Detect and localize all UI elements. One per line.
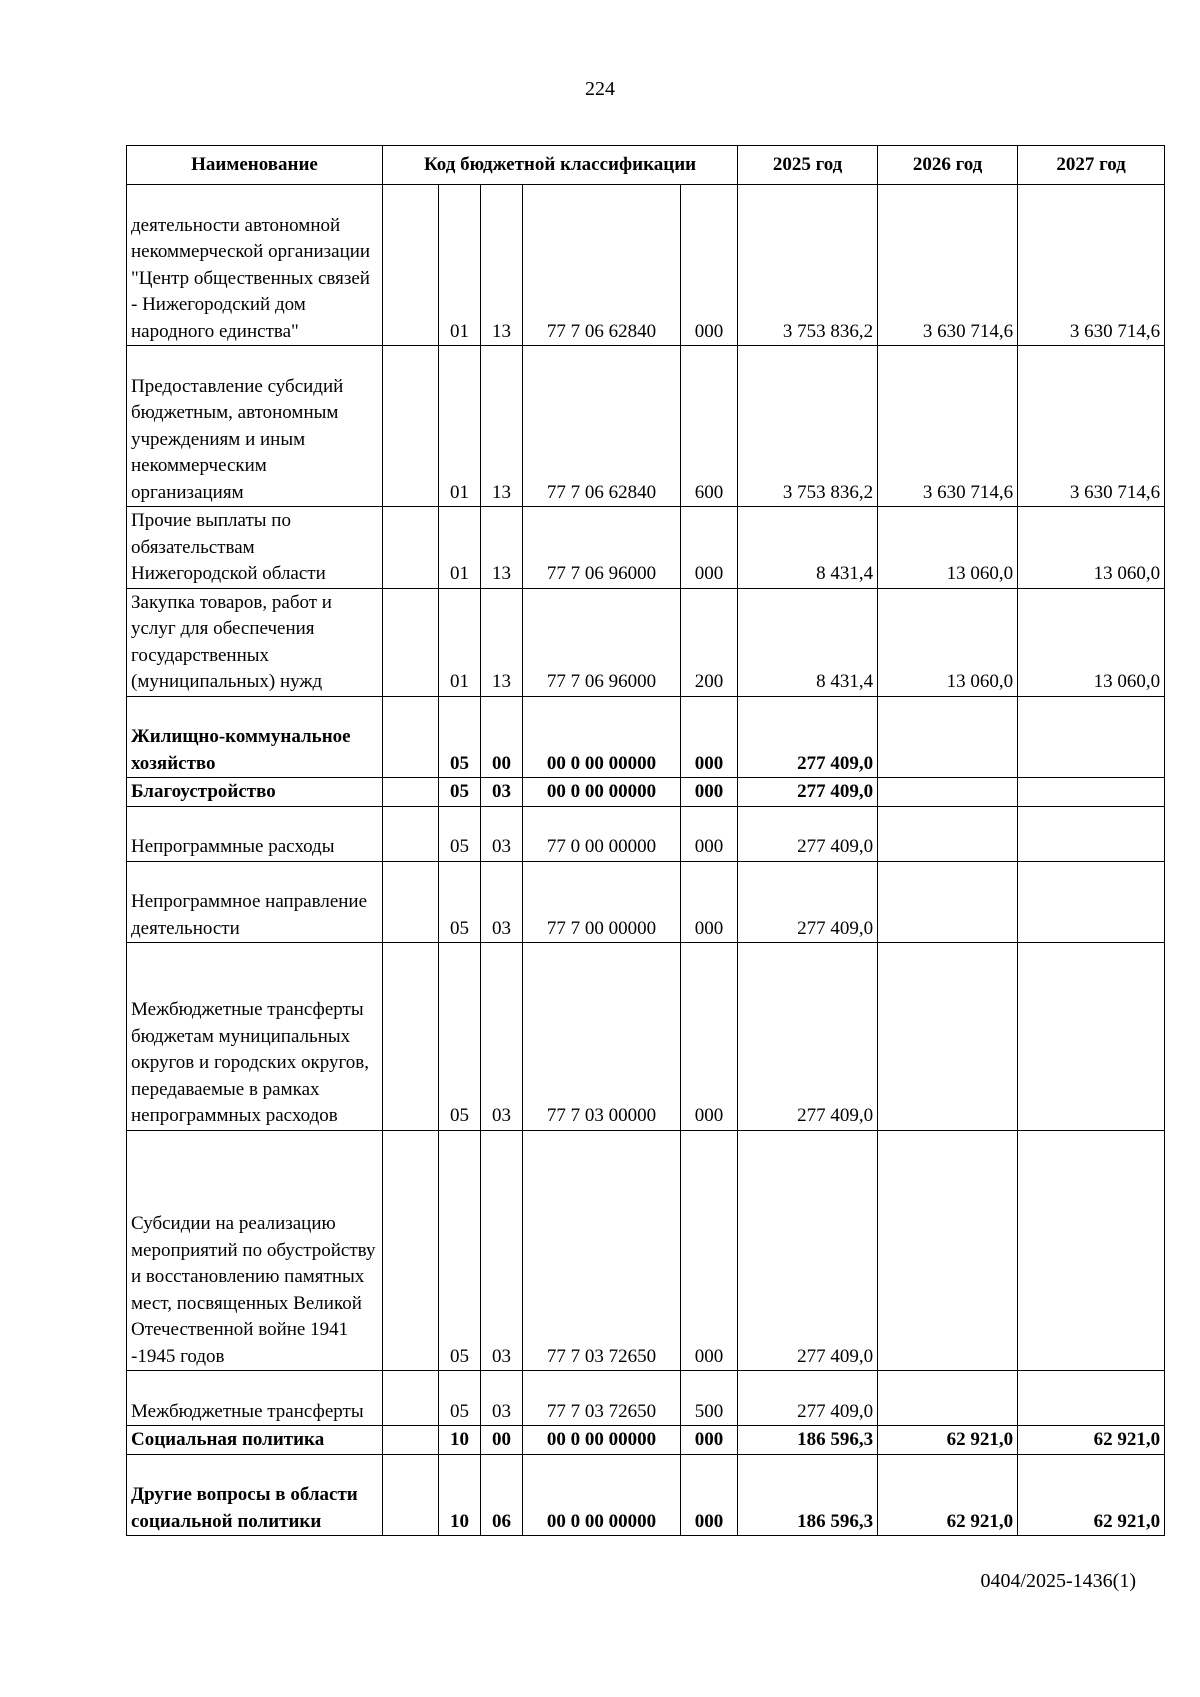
row-value-2025: 277 409,0 — [738, 1130, 878, 1371]
row-subsection-code: 00 — [481, 696, 523, 778]
row-name: Социальная политика — [127, 1426, 383, 1455]
row-subsection-code: 13 — [481, 588, 523, 696]
row-value-2026: 62 921,0 — [878, 1454, 1018, 1536]
row-value-2025: 3 753 836,2 — [738, 346, 878, 507]
row-value-2026 — [878, 861, 1018, 943]
row-name: Прочие выплаты по обязательствам Нижегородской области — [127, 507, 383, 589]
header-2027: 2027 год — [1018, 146, 1165, 185]
table-row — [127, 1454, 1165, 1536]
table-row — [127, 806, 1165, 861]
row-subsection-code: 13 — [481, 346, 523, 507]
row-value-2026: 13 060,0 — [878, 588, 1018, 696]
header-name: Наименование — [127, 146, 383, 185]
row-subsection-code: 03 — [481, 1130, 523, 1371]
row-target-code: 00 0 00 00000 — [523, 1426, 681, 1455]
row-target-code: 00 0 00 00000 — [523, 778, 681, 807]
row-empty-cell — [383, 1426, 439, 1455]
row-target-code: 77 7 06 62840 — [523, 346, 681, 507]
row-subsection-code: 03 — [481, 778, 523, 807]
row-section-code: 01 — [439, 185, 481, 346]
row-section-code: 05 — [439, 943, 481, 1131]
row-value-2026 — [878, 1371, 1018, 1426]
row-value-2025: 186 596,3 — [738, 1454, 878, 1536]
table-body — [127, 185, 1165, 1536]
row-target-code: 77 0 00 00000 — [523, 806, 681, 861]
table-row — [127, 778, 1165, 807]
row-section-code: 05 — [439, 778, 481, 807]
page-number: 224 — [585, 78, 615, 100]
row-target-code: 77 7 03 00000 — [523, 943, 681, 1131]
row-name: Непрограммное направление деятельности — [127, 861, 383, 943]
row-empty-cell — [383, 861, 439, 943]
table-row — [127, 696, 1165, 778]
row-expense-type-code: 000 — [681, 696, 738, 778]
row-name: Межбюджетные трансферты — [127, 1371, 383, 1426]
row-value-2025: 8 431,4 — [738, 507, 878, 589]
row-value-2027 — [1018, 778, 1165, 807]
row-empty-cell — [383, 1130, 439, 1371]
document-code: 0404/2025-1436(1) — [980, 1570, 1136, 1592]
row-value-2026: 3 630 714,6 — [878, 185, 1018, 346]
row-subsection-code: 03 — [481, 1371, 523, 1426]
row-empty-cell — [383, 1454, 439, 1536]
row-value-2027 — [1018, 696, 1165, 778]
row-value-2027 — [1018, 1371, 1165, 1426]
row-value-2027: 13 060,0 — [1018, 507, 1165, 589]
row-name: Межбюджетные трансферты бюджетам муниципальных округов и городских округов, передаваемые в рамках непрограммных расходов — [127, 943, 383, 1131]
header-2026: 2026 год — [878, 146, 1018, 185]
row-value-2027: 3 630 714,6 — [1018, 346, 1165, 507]
row-section-code: 01 — [439, 346, 481, 507]
row-expense-type-code: 600 — [681, 346, 738, 507]
row-empty-cell — [383, 1371, 439, 1426]
row-value-2027: 3 630 714,6 — [1018, 185, 1165, 346]
row-target-code: 77 7 06 96000 — [523, 588, 681, 696]
table-row — [127, 1426, 1165, 1455]
row-name: Непрограммные расходы — [127, 806, 383, 861]
row-value-2027 — [1018, 943, 1165, 1131]
row-empty-cell — [383, 588, 439, 696]
table-row — [127, 588, 1165, 696]
row-value-2025: 8 431,4 — [738, 588, 878, 696]
row-subsection-code: 03 — [481, 943, 523, 1131]
row-name: Жилищно-коммунальное хозяйство — [127, 696, 383, 778]
row-value-2027 — [1018, 806, 1165, 861]
row-value-2026: 3 630 714,6 — [878, 346, 1018, 507]
row-expense-type-code: 000 — [681, 1130, 738, 1371]
row-section-code: 05 — [439, 696, 481, 778]
row-target-code: 77 7 03 72650 — [523, 1130, 681, 1371]
row-name: Субсидии на реализацию мероприятий по обустройству и восстановлению памятных мест, посвященных Великой Отечественной войне 1941 -1945 годов — [127, 1130, 383, 1371]
row-value-2027: 62 921,0 — [1018, 1426, 1165, 1455]
row-name: деятельности автономной некоммерческой организации "Центр общественных связей - Нижегородский дом народного единства" — [127, 185, 383, 346]
row-expense-type-code: 200 — [681, 588, 738, 696]
row-target-code: 00 0 00 00000 — [523, 696, 681, 778]
row-section-code: 05 — [439, 806, 481, 861]
row-section-code: 10 — [439, 1454, 481, 1536]
row-value-2026 — [878, 696, 1018, 778]
header-code: Код бюджетной классификации — [383, 146, 738, 185]
row-value-2027 — [1018, 861, 1165, 943]
row-value-2025: 3 753 836,2 — [738, 185, 878, 346]
row-value-2026: 62 921,0 — [878, 1426, 1018, 1455]
row-subsection-code: 13 — [481, 507, 523, 589]
row-subsection-code: 03 — [481, 806, 523, 861]
table-row — [127, 1130, 1165, 1371]
row-expense-type-code: 500 — [681, 1371, 738, 1426]
row-expense-type-code: 000 — [681, 185, 738, 346]
row-expense-type-code: 000 — [681, 861, 738, 943]
table-row — [127, 346, 1165, 507]
row-target-code: 77 7 06 62840 — [523, 185, 681, 346]
row-value-2025: 277 409,0 — [738, 1371, 878, 1426]
table-row — [127, 861, 1165, 943]
table-row — [127, 507, 1165, 589]
row-section-code: 10 — [439, 1426, 481, 1455]
table-row — [127, 185, 1165, 346]
row-expense-type-code: 000 — [681, 778, 738, 807]
row-empty-cell — [383, 778, 439, 807]
table-row — [127, 1371, 1165, 1426]
row-empty-cell — [383, 943, 439, 1131]
row-value-2026: 13 060,0 — [878, 507, 1018, 589]
row-name: Благоустройство — [127, 778, 383, 807]
row-section-code: 05 — [439, 861, 481, 943]
row-expense-type-code: 000 — [681, 1426, 738, 1455]
row-section-code: 01 — [439, 588, 481, 696]
row-subsection-code: 00 — [481, 1426, 523, 1455]
row-value-2025: 186 596,3 — [738, 1426, 878, 1455]
table-header-row — [127, 146, 1165, 185]
row-name: Закупка товаров, работ и услуг для обеспечения государственных (муниципальных) нужд — [127, 588, 383, 696]
row-target-code: 77 7 00 00000 — [523, 861, 681, 943]
row-empty-cell — [383, 185, 439, 346]
row-target-code: 77 7 03 72650 — [523, 1371, 681, 1426]
row-target-code: 00 0 00 00000 — [523, 1454, 681, 1536]
row-section-code: 01 — [439, 507, 481, 589]
row-value-2025: 277 409,0 — [738, 861, 878, 943]
row-value-2025: 277 409,0 — [738, 696, 878, 778]
row-empty-cell — [383, 507, 439, 589]
row-value-2026 — [878, 778, 1018, 807]
header-2025: 2025 год — [738, 146, 878, 185]
row-subsection-code: 03 — [481, 861, 523, 943]
row-value-2027 — [1018, 1130, 1165, 1371]
row-value-2025: 277 409,0 — [738, 943, 878, 1131]
row-expense-type-code: 000 — [681, 1454, 738, 1536]
row-expense-type-code: 000 — [681, 507, 738, 589]
row-value-2026 — [878, 1130, 1018, 1371]
row-subsection-code: 13 — [481, 185, 523, 346]
row-value-2027: 13 060,0 — [1018, 588, 1165, 696]
row-value-2027: 62 921,0 — [1018, 1454, 1165, 1536]
row-expense-type-code: 000 — [681, 943, 738, 1131]
row-value-2025: 277 409,0 — [738, 778, 878, 807]
row-name: Предоставление субсидий бюджетным, автономным учреждениям и иным некоммерческим организациям — [127, 346, 383, 507]
row-value-2025: 277 409,0 — [738, 806, 878, 861]
row-empty-cell — [383, 806, 439, 861]
row-section-code: 05 — [439, 1371, 481, 1426]
row-value-2026 — [878, 943, 1018, 1131]
row-empty-cell — [383, 346, 439, 507]
table-row — [127, 943, 1165, 1131]
row-subsection-code: 06 — [481, 1454, 523, 1536]
row-target-code: 77 7 06 96000 — [523, 507, 681, 589]
row-value-2026 — [878, 806, 1018, 861]
row-empty-cell — [383, 696, 439, 778]
budget-table — [126, 145, 1165, 1536]
row-name: Другие вопросы в области социальной политики — [127, 1454, 383, 1536]
row-section-code: 05 — [439, 1130, 481, 1371]
row-expense-type-code: 000 — [681, 806, 738, 861]
